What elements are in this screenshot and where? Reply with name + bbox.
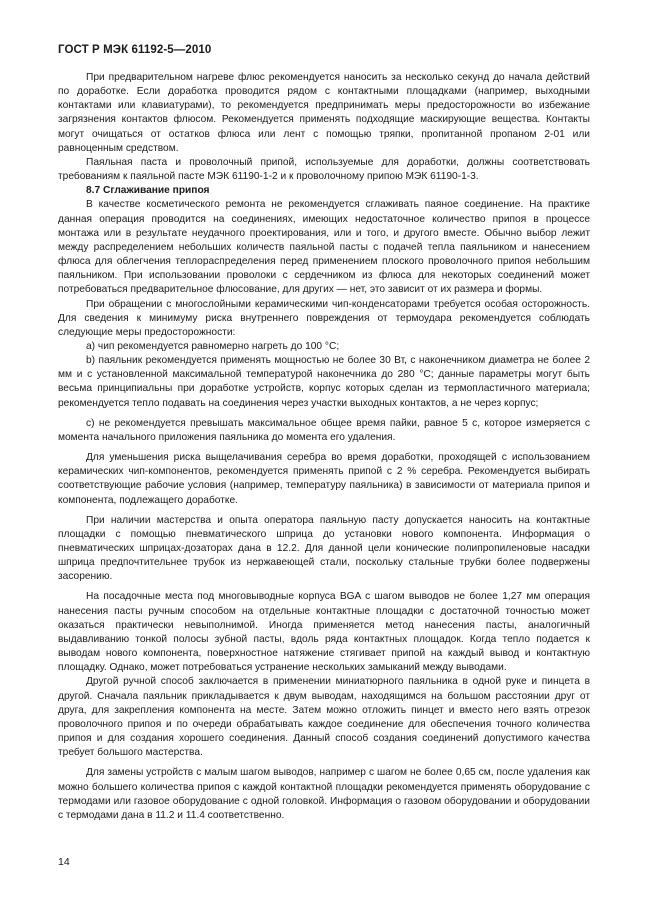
paragraph-fine-pitch-replacement: Для замены устройств с малым шагом выводов, например с шагом не более 0,65 см, после удаления как можно большего количества припоя с каждой контактной площадки рекомендуется применять оборудование с термодами или газовое оборудование с одной головкой. Информация о газовом оборудовании и оборудовании с термодами дана в 11.2 и 11.4 соответственно.: [58, 767, 590, 821]
paragraph-ceramic-capacitors: При обращении с многослойными керамическими чип-конденсаторами требуется особая осторожность. Для сведения к минимуму риска внутреннего повреждения от термоудара рекомендуется соблюдать следующие меры предосторожности:: [58, 298, 590, 338]
paragraph-pneumatic-syringe: При наличии мастерства и опыта оператора паяльную пасту допускается наносить на контактные площадки с помощью пневматического шприца до установки нового компонента. Информация о пневматических шприцах-дозаторах дана в 12.2. Для данной цели конические полипропиленовые насадки шприца предпочтительнее трубок из нержавеющей стали, поскольку стальные трубки более подвержены засорению.: [58, 514, 590, 583]
list-item-c: c) не рекомендуется превышать максимальное общее время пайки, равное 5 с, которое измеряется с момента начального приложения паяльника до момента его удаления.: [58, 417, 590, 443]
standard-header: ГОСТ Р МЭК 61192-5—2010: [58, 44, 212, 56]
paragraph-flux-preheat: При предварительном нагреве флюс рекомендуется наносить за несколько секунд до начала действий по доработке. Если доработка проводится рядом с контактными площадками (например, выходными контактами или клавиатурами), то рекомендуется предпринимать меры предосторожности во избежание загрязнения контактов флюсом. Рекомендуется применять подходящие маскирующие вещества. Контакты могут очищаться от остатков флюса или лент с помощью тряпки, пропитанной пропаном 2-01 или равноценным средством.: [58, 72, 590, 154]
section-title-8-7: 8.7 Сглаживание припоя: [86, 185, 210, 197]
list-item-b: b) паяльник рекомендуется применять мощностью не более 30 Вт, с наконечником диаметра не более 2 мм и с установленной максимальной температурой наконечника до 280 °C; данные параметры могут быть весьма принципиальны при доработке устройств, корпус которых сделан из термопластичного материала; рекомендуется тепло подавать на соединения через участки выходных контактов, а не через корпус;: [58, 355, 590, 409]
page-number: 14: [58, 856, 70, 868]
list-item-a: a) чип рекомендуется равномерно нагреть до 100 °C;: [86, 340, 340, 352]
paragraph-solder-paste-requirements: Паяльная паста и проволочный припой, используемые для доработки, должны соответствовать требованиям к паяльной пасте МЭК 61190-1-2 и к проволочному припою МЭК 61190-1-3.: [58, 156, 590, 183]
paragraph-silver-leaching: Для уменьшения риска выщелачивания серебра во время доработки, проходящей с использованием керамических чип-компонентов, рекомендуется применять припой с 2 % серебра. Рекомендуется выбирать соответствующие рабочие условия (например, температуру паяльника) в зависимости от материала припоя и компонента, подлежащего доработке.: [58, 452, 590, 506]
paragraph-manual-method: Другой ручной способ заключается в применении миниатюрного паяльника в одной руке и пинцета в другой. Сначала паяльник прикладывается к двум выводам, находящимся на большом расстоянии друг от друга, для закрепления компонента на месте. Затем можно отложить пинцет и вместо него взять отрезок проволочного припоя и по очереди обрабатывать каждое соединение для обеспечения точного количества припоя и для создания хорошего соединения. Данный способ создания соединений допустимого качества требует большого мастерства.: [58, 676, 590, 759]
paragraph-bga-paste: На посадочные места под многовыводные корпуса BGA с шагом выводов не более 1,27 мм операция нанесения пасты ручным способом на отдельные контактные площадки с достаточной точностью может оказаться практически невыполнимой. Иногда применяется метод нанесения пасты, аналогичный выдавливанию тонкой полосы зубной пасты, вдоль ряда контактных площадок. Когда тепло подается к выводам нового компонента, поверхностное натяжение стягивает припой на каждый вывод и контактную площадку. Однако, может потребоваться устранение нескольких замыканий между выводами.: [58, 591, 590, 674]
paragraph-cosmetic-repair: В качестве косметического ремонта не рекомендуется сглаживать паяное соединение. На практике данная операция проводится на соединениях, имеющих недостаточное количество припоя в процессе монтажа или в результате неудачного проектирования, или и того, и другого вместе. Обычно выбор лежит между распределением небольших количеств паяльной пасты с подачей тепла паяльником и нанесением флюса для облегчения теплораспределения перед применением плоского проволочного припоя небольшим паяльником. При использовании проволоки с сердечником из флюса для некоторых соединений может потребоваться предварительное флюсование, для других — нет, это зависит от их размера и формы.: [58, 199, 590, 296]
body-text: [58, 71, 590, 823]
